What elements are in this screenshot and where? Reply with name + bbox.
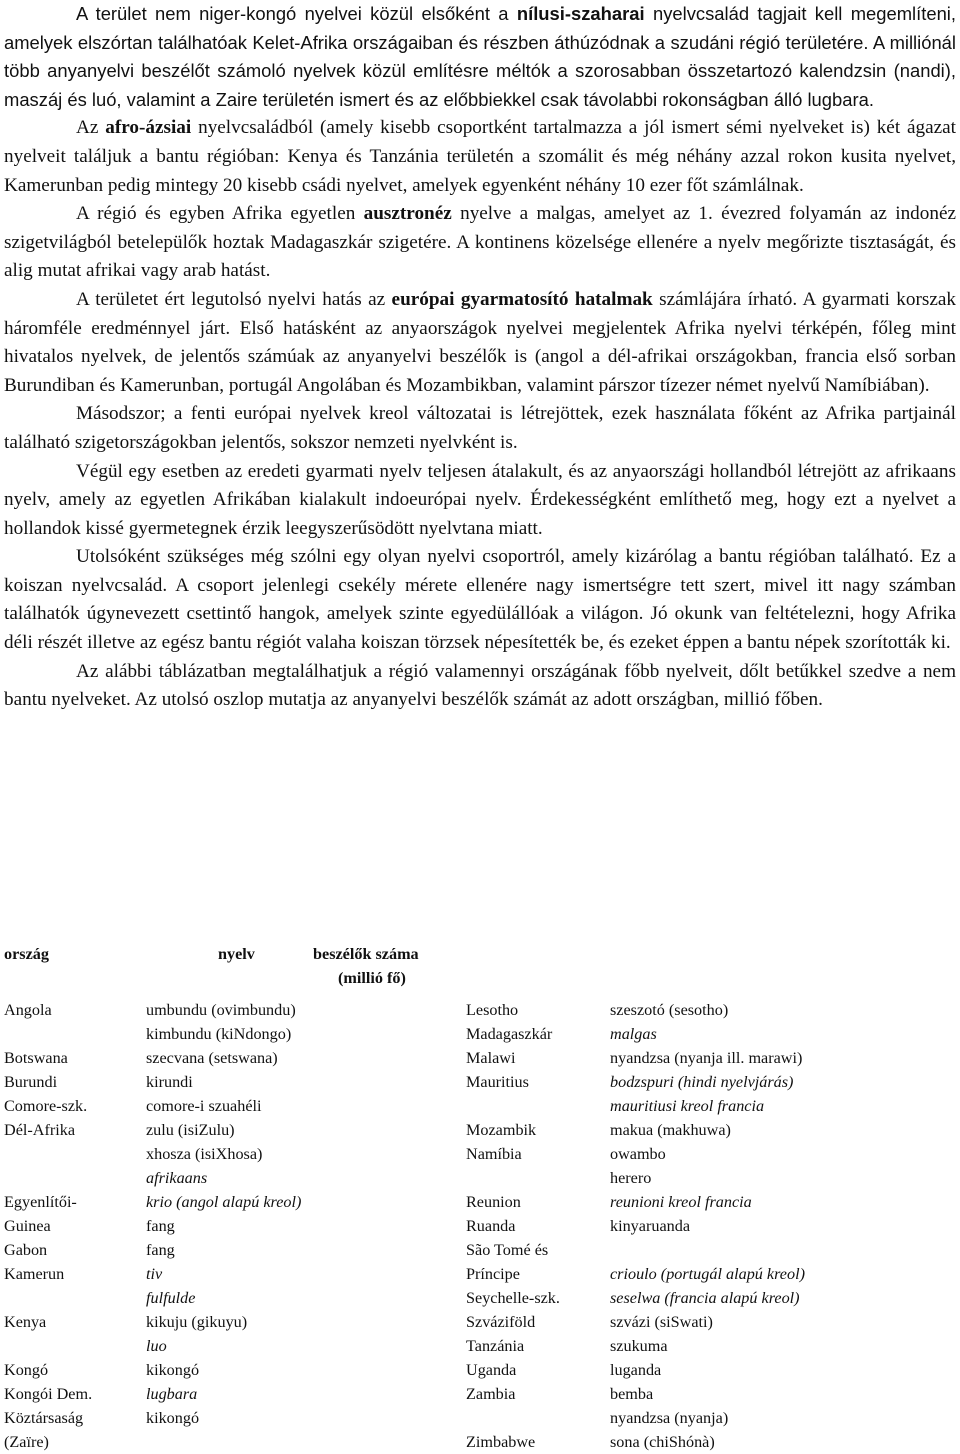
text-segment: Utolsóként szükséges még szólni egy olyan nyelvi csoportról, amely kizárólag a bantu régióban található. Ez a koiszan nyelvcsalád. A csoport jelenlegi csekély mérete ellenére nagy ismertségre tett szert, mivel itt nagy számban találhatók úgynevezett csettintő hangok, amelyek szinte egyedülállóak a világon. Jó okunk van feltételezni, hogy Afrika déli részét illetve az egész bantu régiót valaha koiszan törzsek népesítették be, és ezeket éppen a bantu népek szorították ki. xyxy=(4,546,956,654)
language-cell: szukuma xyxy=(610,1337,668,1355)
language-cell: kirundi xyxy=(146,1073,193,1091)
text-segment: A területet ért legutolsó nyelvi hatás az xyxy=(76,288,392,310)
country-cell: (Zaïre) xyxy=(4,1433,49,1451)
language-cell: nyandzsa (nyanja ill. marawi) xyxy=(610,1049,803,1067)
language-cell: luganda xyxy=(610,1361,662,1379)
header-speakers: beszélők száma xyxy=(313,945,419,963)
country-cell: Angola xyxy=(4,1001,52,1019)
country-cell: Seychelle-szk. xyxy=(466,1289,560,1307)
text-segment: nyelvcsalád tagjait kell megemlíteni, amelyek elszórtan találhatóak Kelet-Afrika országaiban és részben áthúzódnak a szudáni régió területére. A milliónál több anyanyelvi beszélőt számoló nyelvek közül említésre méltók a szorosabban összetartozó kalendzsin (nandi), maszáj és luó, valamint a Zaire területén ismert és az előbbiekkel csak távolabbi rokonságban álló lugbara. xyxy=(4,3,957,110)
language-cell: szecvana (setswana) xyxy=(146,1049,278,1067)
bold-term: európai gyarmatosító hatalmak xyxy=(391,288,653,310)
country-cell: Zimbabwe xyxy=(466,1433,536,1451)
country-cell: Kenya xyxy=(4,1313,47,1331)
language-cell: crioulo (portugál alapú kreol) xyxy=(610,1265,805,1283)
country-cell: Szváziföld xyxy=(466,1313,536,1331)
country-cell: Köztársaság xyxy=(4,1409,84,1427)
language-cell: owambo xyxy=(610,1145,666,1163)
language-cell: luo xyxy=(146,1337,167,1355)
paragraph xyxy=(4,0,956,114)
language-cell: reunioni kreol francia xyxy=(610,1193,752,1211)
country-cell: Guinea xyxy=(4,1217,51,1235)
country-cell: Madagaszkár xyxy=(466,1025,553,1043)
text-segment: A régió és egyben Afrika egyetlen xyxy=(76,203,364,225)
language-cell: tiv xyxy=(146,1265,163,1283)
text-segment: A terület nem niger-kongó nyelvei közül elsőként a xyxy=(76,3,517,24)
language-cell: malgas xyxy=(610,1025,657,1043)
country-cell: Kamerun xyxy=(4,1265,65,1283)
country-cell: São Tomé és xyxy=(466,1241,549,1259)
language-cell: kinyaruanda xyxy=(610,1217,691,1235)
country-cell: Dél-Afrika xyxy=(4,1121,76,1139)
language-cell: mauritiusi kreol francia xyxy=(610,1097,765,1115)
country-cell: Zambia xyxy=(466,1385,516,1403)
language-cell: umbundu (ovimbundu) xyxy=(146,1001,296,1019)
text-segment: Másodszor; a fenti európai nyelvek kreol változatai is létrejöttek, ezek használata főként az Afrika partjainál található szigetországokban jelentős, sokszor nemzeti nyelvként is. xyxy=(4,403,956,453)
language-cell: szvázi (siSwati) xyxy=(610,1313,713,1331)
country-cell: Reunion xyxy=(466,1193,521,1211)
text-segment: számlájára írható. A gyarmati korszak háromféle eredménnyel járt. Első hatásként az anyaországok nyelvei megjelentek Afrika nyelvi térképén, főleg mint hivatalos nyelvek, de jelentős számúak az anyanyelvi beszélők is (angol a dél-afrikai országokban, francia első sorban Burundiban és Kamerunban, portugál Angolában és Mozambikban, valamint párszor tízezer német nyelvű Namíbiában). xyxy=(4,288,956,396)
paragraph xyxy=(4,543,956,657)
country-cell: Lesotho xyxy=(466,1001,519,1019)
country-cell: Namíbia xyxy=(466,1145,522,1163)
bold-term: nílusi-szaharai xyxy=(516,3,645,24)
language-cell: xhosza (isiXhosa) xyxy=(146,1145,263,1163)
country-cell: Comore-szk. xyxy=(4,1097,88,1115)
language-cell: comore-i szuahéli xyxy=(146,1097,262,1115)
country-cell: Ruanda xyxy=(466,1217,516,1235)
paragraph xyxy=(4,400,956,457)
text-segment: nyelvcsaládból (amely kisebb csoportként tartalmazza a jól ismert sémi nyelveket is) két ágazat nyelveit találjuk a bantu régióban: Kenya és Tanzánia területén a szomálit és még néhány azzal rokon kusita nyelvet, Kamerunban pedig mintegy 20 kisebb csádi nyelvet, amelyek egyenként néhány 10 ezer főt számlálnak. xyxy=(4,117,957,196)
country-cell: Malawi xyxy=(466,1049,516,1067)
text-segment: nyelve a malgas, amelyet az 1. évezred folyamán az indonéz szigetvilágból betelepülők hoztak Madagaszkár szigetére. A kontinens közelsége ellenére a nyelv megőrizte tisztaságát, és alig mutat afrikai vagy arab hatást. xyxy=(4,203,956,282)
header-language: nyelv xyxy=(218,945,255,963)
text-segment: Az alábbi táblázatban megtalálhatjuk a régió valamennyi országának főbb nyelveit, dőlt betűkkel szedve a nem bantu nyelveket. Az utolsó oszlop mutatja az anyanyelvi beszélők számát az adott országban, millió főben. xyxy=(4,660,956,711)
country-cell: Gabon xyxy=(4,1241,48,1259)
language-cell: kikongó xyxy=(146,1361,200,1379)
country-cell: Uganda xyxy=(466,1361,517,1379)
country-cell: Mozambik xyxy=(466,1121,537,1139)
text-segment: Az xyxy=(76,117,106,139)
language-cell: kikongó xyxy=(146,1409,200,1427)
text-body xyxy=(4,0,956,715)
paragraph xyxy=(4,658,956,715)
header-speakers-unit: (millió fő) xyxy=(338,969,406,987)
language-cell: lugbara xyxy=(146,1385,198,1403)
text-segment: Végül egy esetben az eredeti gyarmati nyelv teljesen átalakult, és az anyaországi hollandból létrejött az afrikaans nyelv, amely az egyetlen Afrikában kialakult indoeurópai nyelv. Érdekességként említhető meg, hogy ezt a nyelvet a hollandok kissé gyermetegnek érzik leegyszerűsödött nyelvtana miatt. xyxy=(4,460,956,539)
country-cell: Mauritius xyxy=(466,1073,529,1091)
language-cell: kimbundu (kiNdongo) xyxy=(146,1025,292,1043)
country-cell: Kongói Dem. xyxy=(4,1385,93,1403)
paragraph xyxy=(4,458,956,544)
language-cell: seselwa (francia alapú kreol) xyxy=(610,1289,800,1307)
language-cell: makua (makhuwa) xyxy=(610,1121,731,1139)
country-cell: Botswana xyxy=(4,1049,68,1067)
language-cell: krio (angol alapú kreol) xyxy=(146,1193,302,1211)
language-cell: fulfulde xyxy=(146,1289,196,1307)
language-cell: zulu (isiZulu) xyxy=(146,1121,235,1139)
language-cell: bodzspuri (hindi nyelvjárás) xyxy=(610,1073,794,1091)
country-cell: Tanzánia xyxy=(466,1337,525,1355)
language-cell: kikuju (gikuyu) xyxy=(146,1313,248,1331)
language-cell: bemba xyxy=(610,1385,654,1403)
bold-term: ausztronéz xyxy=(363,203,452,225)
language-cell: nyandzsa (nyanja) xyxy=(610,1409,729,1427)
language-cell: sona (chiShónà) xyxy=(610,1433,715,1451)
country-cell: Burundi xyxy=(4,1073,58,1091)
paragraph xyxy=(4,286,956,400)
header-country: ország xyxy=(4,945,49,963)
language-cell: herero xyxy=(610,1169,652,1187)
document-page xyxy=(4,0,956,715)
country-cell: Egyenlítői- xyxy=(4,1193,77,1211)
bold-term: afro-ázsiai xyxy=(105,117,192,139)
language-cell: fang xyxy=(146,1217,175,1235)
language-cell: fang xyxy=(146,1241,175,1259)
country-cell: Príncipe xyxy=(466,1265,520,1283)
paragraph xyxy=(4,114,956,200)
language-cell: szeszotó (sesotho) xyxy=(610,1001,729,1019)
language-cell: afrikaans xyxy=(146,1169,208,1187)
paragraph xyxy=(4,200,956,286)
country-cell: Kongó xyxy=(4,1361,49,1379)
